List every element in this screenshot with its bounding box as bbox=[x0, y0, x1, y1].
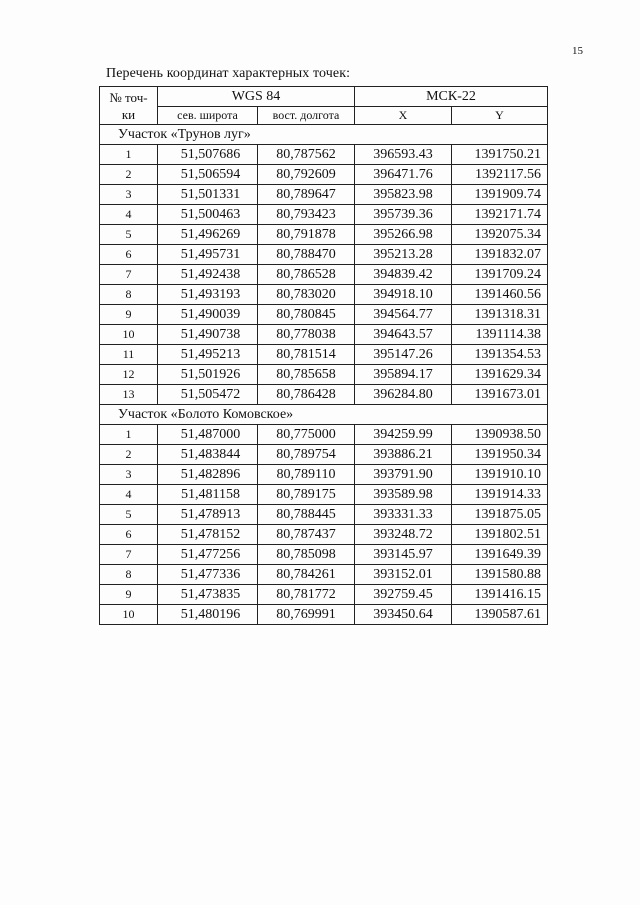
table-caption: Перечень координат характерных точек: bbox=[106, 66, 351, 81]
y-coordinate-cell: 1391114.38 bbox=[452, 325, 548, 345]
x-coordinate-cell: 393791.90 bbox=[355, 465, 452, 485]
point-number-cell: 10 bbox=[100, 325, 158, 345]
x-coordinate-cell: 396471.76 bbox=[355, 165, 452, 185]
point-number-cell: 12 bbox=[100, 365, 158, 385]
longitude-cell: 80,788445 bbox=[258, 505, 355, 525]
longitude-cell: 80,781772 bbox=[258, 585, 355, 605]
table-row bbox=[100, 165, 548, 185]
table-row bbox=[100, 445, 548, 465]
table-row bbox=[100, 145, 548, 165]
point-number-cell: 6 bbox=[100, 525, 158, 545]
point-number-cell: 3 bbox=[100, 185, 158, 205]
page-number: 15 bbox=[572, 45, 583, 57]
latitude-cell: 51,477256 bbox=[158, 545, 258, 565]
longitude-cell: 80,787562 bbox=[258, 145, 355, 165]
longitude-cell: 80,786428 bbox=[258, 385, 355, 405]
latitude-cell: 51,473835 bbox=[158, 585, 258, 605]
table-row bbox=[100, 305, 548, 325]
longitude-cell: 80,769991 bbox=[258, 605, 355, 625]
table-row bbox=[100, 325, 548, 345]
x-coordinate-cell: 395147.26 bbox=[355, 345, 452, 365]
latitude-cell: 51,480196 bbox=[158, 605, 258, 625]
x-coordinate-cell: 393589.98 bbox=[355, 485, 452, 505]
x-coordinate-cell: 395894.17 bbox=[355, 365, 452, 385]
latitude-cell: 51,501331 bbox=[158, 185, 258, 205]
table-body bbox=[100, 125, 548, 625]
longitude-cell: 80,787437 bbox=[258, 525, 355, 545]
header-x: X bbox=[355, 107, 452, 125]
x-coordinate-cell: 394918.10 bbox=[355, 285, 452, 305]
x-coordinate-cell: 394564.77 bbox=[355, 305, 452, 325]
longitude-cell: 80,789175 bbox=[258, 485, 355, 505]
table-row bbox=[100, 465, 548, 485]
longitude-cell: 80,792609 bbox=[258, 165, 355, 185]
latitude-cell: 51,490738 bbox=[158, 325, 258, 345]
table-row bbox=[100, 585, 548, 605]
point-number-cell: 8 bbox=[100, 285, 158, 305]
latitude-cell: 51,478913 bbox=[158, 505, 258, 525]
latitude-cell: 51,477336 bbox=[158, 565, 258, 585]
x-coordinate-cell: 394839.42 bbox=[355, 265, 452, 285]
longitude-cell: 80,789110 bbox=[258, 465, 355, 485]
x-coordinate-cell: 392759.45 bbox=[355, 585, 452, 605]
latitude-cell: 51,482896 bbox=[158, 465, 258, 485]
y-coordinate-cell: 1391318.31 bbox=[452, 305, 548, 325]
longitude-cell: 80,785098 bbox=[258, 545, 355, 565]
y-coordinate-cell: 1391802.51 bbox=[452, 525, 548, 545]
table-row bbox=[100, 565, 548, 585]
x-coordinate-cell: 394259.99 bbox=[355, 425, 452, 445]
coordinates-table bbox=[99, 86, 548, 625]
longitude-cell: 80,780845 bbox=[258, 305, 355, 325]
latitude-cell: 51,478152 bbox=[158, 525, 258, 545]
section-title: Участок «Болото Комовское» bbox=[100, 405, 548, 425]
x-coordinate-cell: 393450.64 bbox=[355, 605, 452, 625]
section-title-row bbox=[100, 405, 548, 425]
longitude-cell: 80,775000 bbox=[258, 425, 355, 445]
latitude-cell: 51,487000 bbox=[158, 425, 258, 445]
table-row bbox=[100, 345, 548, 365]
latitude-cell: 51,490039 bbox=[158, 305, 258, 325]
longitude-cell: 80,784261 bbox=[258, 565, 355, 585]
x-coordinate-cell: 395266.98 bbox=[355, 225, 452, 245]
point-number-cell: 5 bbox=[100, 505, 158, 525]
x-coordinate-cell: 393886.21 bbox=[355, 445, 452, 465]
section-title: Участок «Трунов луг» bbox=[100, 125, 548, 145]
x-coordinate-cell: 395213.28 bbox=[355, 245, 452, 265]
latitude-cell: 51,495731 bbox=[158, 245, 258, 265]
point-number-cell: 8 bbox=[100, 565, 158, 585]
y-coordinate-cell: 1390587.61 bbox=[452, 605, 548, 625]
table-row bbox=[100, 225, 548, 245]
table-row bbox=[100, 485, 548, 505]
x-coordinate-cell: 395823.98 bbox=[355, 185, 452, 205]
x-coordinate-cell: 393331.33 bbox=[355, 505, 452, 525]
header-longitude: вост. долгота bbox=[258, 107, 355, 125]
table-row bbox=[100, 605, 548, 625]
latitude-cell: 51,492438 bbox=[158, 265, 258, 285]
y-coordinate-cell: 1392117.56 bbox=[452, 165, 548, 185]
table-row bbox=[100, 185, 548, 205]
x-coordinate-cell: 393248.72 bbox=[355, 525, 452, 545]
header-wgs84: WGS 84 bbox=[158, 87, 355, 107]
point-number-cell: 4 bbox=[100, 485, 158, 505]
latitude-cell: 51,500463 bbox=[158, 205, 258, 225]
y-coordinate-cell: 1391875.05 bbox=[452, 505, 548, 525]
header-point-number-top: № точ- bbox=[109, 89, 148, 105]
y-coordinate-cell: 1392075.34 bbox=[452, 225, 548, 245]
x-coordinate-cell: 394643.57 bbox=[355, 325, 452, 345]
point-number-cell: 1 bbox=[100, 145, 158, 165]
point-number-cell: 7 bbox=[100, 265, 158, 285]
point-number-cell: 11 bbox=[100, 345, 158, 365]
longitude-cell: 80,781514 bbox=[258, 345, 355, 365]
table-row bbox=[100, 505, 548, 525]
x-coordinate-cell: 393152.01 bbox=[355, 565, 452, 585]
point-number-cell: 7 bbox=[100, 545, 158, 565]
longitude-cell: 80,783020 bbox=[258, 285, 355, 305]
table-row bbox=[100, 285, 548, 305]
latitude-cell: 51,495213 bbox=[158, 345, 258, 365]
table-row bbox=[100, 365, 548, 385]
longitude-cell: 80,789647 bbox=[258, 185, 355, 205]
header-point-number bbox=[100, 87, 158, 125]
table-row bbox=[100, 385, 548, 405]
y-coordinate-cell: 1391416.15 bbox=[452, 585, 548, 605]
y-coordinate-cell: 1391649.39 bbox=[452, 545, 548, 565]
latitude-cell: 51,493193 bbox=[158, 285, 258, 305]
y-coordinate-cell: 1391910.10 bbox=[452, 465, 548, 485]
section-title-row bbox=[100, 125, 548, 145]
point-number-cell: 3 bbox=[100, 465, 158, 485]
point-number-cell: 2 bbox=[100, 445, 158, 465]
latitude-cell: 51,496269 bbox=[158, 225, 258, 245]
header-point-number-bottom: ки bbox=[121, 106, 136, 122]
y-coordinate-cell: 1391750.21 bbox=[452, 145, 548, 165]
point-number-cell: 10 bbox=[100, 605, 158, 625]
header-y: Y bbox=[452, 107, 548, 125]
header-latitude: сев. широта bbox=[158, 107, 258, 125]
y-coordinate-cell: 1392171.74 bbox=[452, 205, 548, 225]
point-number-cell: 1 bbox=[100, 425, 158, 445]
point-number-cell: 5 bbox=[100, 225, 158, 245]
y-coordinate-cell: 1391950.34 bbox=[452, 445, 548, 465]
y-coordinate-cell: 1391673.01 bbox=[452, 385, 548, 405]
table-row bbox=[100, 265, 548, 285]
latitude-cell: 51,501926 bbox=[158, 365, 258, 385]
latitude-cell: 51,507686 bbox=[158, 145, 258, 165]
latitude-cell: 51,481158 bbox=[158, 485, 258, 505]
latitude-cell: 51,483844 bbox=[158, 445, 258, 465]
y-coordinate-cell: 1391914.33 bbox=[452, 485, 548, 505]
longitude-cell: 80,778038 bbox=[258, 325, 355, 345]
header-msk22: МСК-22 bbox=[355, 87, 548, 107]
longitude-cell: 80,788470 bbox=[258, 245, 355, 265]
point-number-cell: 9 bbox=[100, 585, 158, 605]
point-number-cell: 4 bbox=[100, 205, 158, 225]
table-row bbox=[100, 205, 548, 225]
y-coordinate-cell: 1391909.74 bbox=[452, 185, 548, 205]
x-coordinate-cell: 393145.97 bbox=[355, 545, 452, 565]
y-coordinate-cell: 1390938.50 bbox=[452, 425, 548, 445]
y-coordinate-cell: 1391629.34 bbox=[452, 365, 548, 385]
y-coordinate-cell: 1391354.53 bbox=[452, 345, 548, 365]
table-row bbox=[100, 525, 548, 545]
longitude-cell: 80,789754 bbox=[258, 445, 355, 465]
y-coordinate-cell: 1391580.88 bbox=[452, 565, 548, 585]
y-coordinate-cell: 1391709.24 bbox=[452, 265, 548, 285]
longitude-cell: 80,791878 bbox=[258, 225, 355, 245]
x-coordinate-cell: 395739.36 bbox=[355, 205, 452, 225]
table-row bbox=[100, 545, 548, 565]
table-row bbox=[100, 245, 548, 265]
x-coordinate-cell: 396284.80 bbox=[355, 385, 452, 405]
longitude-cell: 80,786528 bbox=[258, 265, 355, 285]
x-coordinate-cell: 396593.43 bbox=[355, 145, 452, 165]
latitude-cell: 51,505472 bbox=[158, 385, 258, 405]
longitude-cell: 80,793423 bbox=[258, 205, 355, 225]
table-row bbox=[100, 425, 548, 445]
point-number-cell: 9 bbox=[100, 305, 158, 325]
y-coordinate-cell: 1391832.07 bbox=[452, 245, 548, 265]
point-number-cell: 13 bbox=[100, 385, 158, 405]
latitude-cell: 51,506594 bbox=[158, 165, 258, 185]
y-coordinate-cell: 1391460.56 bbox=[452, 285, 548, 305]
point-number-cell: 6 bbox=[100, 245, 158, 265]
longitude-cell: 80,785658 bbox=[258, 365, 355, 385]
point-number-cell: 2 bbox=[100, 165, 158, 185]
